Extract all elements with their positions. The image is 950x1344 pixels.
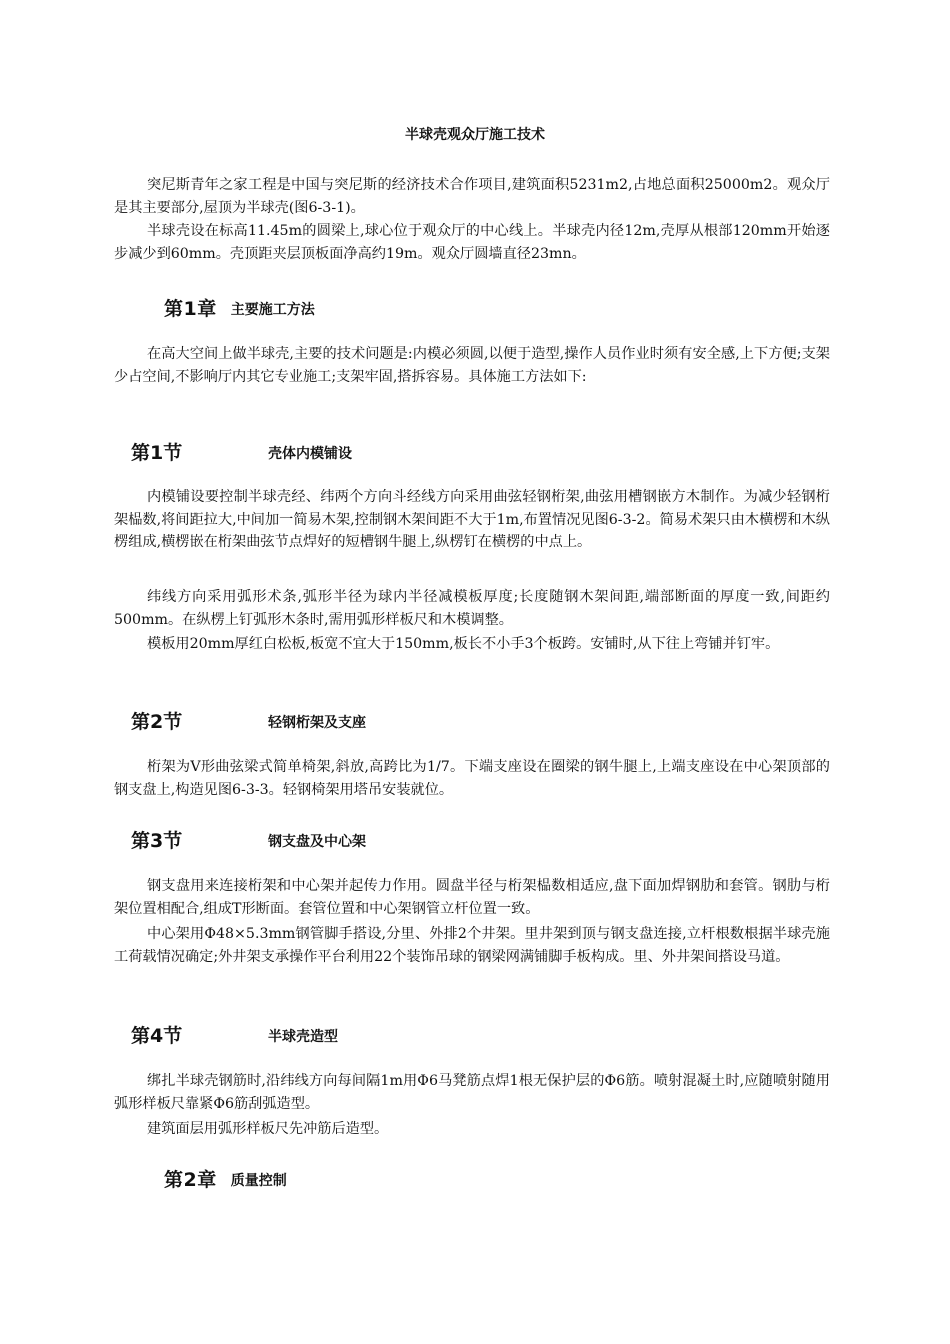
chapter-2-heading [164, 1165, 287, 1192]
section-3-paragraph-2: 中心架用Φ48×5.3mm钢管脚手搭设,分里、外排2个井架。里井架到顶与钢支盘连接,立杆根数根据半球壳施工荷载情况确定;外井架支承操作平台利用22个装饰吊球的钢梁网满铺脚手板构成。里、外井架间搭设马道。 [114, 926, 830, 965]
section-2-title: 轻钢桁架及支座 [268, 715, 366, 731]
section-1-paragraph-3: 模板用20mm厚红白松板,板宽不宜大于150mm,板长不小手3个板跨。安铺时,从下往上弯铺并钉牢。 [147, 636, 780, 652]
section-3-title: 钢支盘及中心架 [268, 834, 366, 850]
section-2-number: 第2节 [131, 711, 183, 733]
section-4-heading [131, 1021, 338, 1048]
section-1-title: 壳体内模铺设 [268, 446, 352, 462]
section-1-number: 第1节 [131, 442, 183, 464]
section-1-paragraph-2: 纬线方向采用弧形术条,弧形半径为球内半径减模板厚度;长度随钢木架间距,端部断面的厚度一致,间距约500mm。在纵楞上钉弧形木条时,需用弧形样板尺和木模调整。 [114, 589, 830, 628]
chapter-1-number: 第1章 [164, 298, 217, 320]
section-3-heading [131, 826, 366, 853]
intro-paragraph-2: 半球壳设在标高11.45m的圆梁上,球心位于观众厅的中心线上。半球壳内径12m,壳厚从根部120mm开始逐步减少到60mm。壳顶距夹层顶板面净高约19m。观众厅圆墙直径23mn。 [114, 223, 830, 262]
section-3-number: 第3节 [131, 830, 183, 852]
intro-paragraph-1: 突尼斯青年之家工程是中国与突尼斯的经济技术合作项目,建筑面积5231m2,占地总面积25000m2。观众厅是其主要部分,屋顶为半球壳(图6-3-1)。 [114, 177, 830, 216]
section-3-paragraph-1: 钢支盘用来连接桁架和中心架并起传力作用。圆盘半径与桁架榀数相适应,盘下面加焊钢肋和套管。钢肋与桁架位置相配合,组成T形断面。套管位置和中心架钢管立杆位置一致。 [114, 878, 830, 917]
section-1-paragraph-1: 内模铺设要控制半球壳经、纬两个方向斗经线方向采用曲弦轻钢桁架,曲弦用槽钢嵌方木制作。为减少轻钢桁架榀数,将间距拉大,中间加一简易木架,控制钢木架间距不大于1m,布置情况见图6-3-2。简易术架只由木横楞和木纵楞组成,横楞嵌在桁架曲弦节点焊好的短槽钢牛腿上,纵楞钉在横楞的中点上。 [114, 489, 830, 550]
chapter-1-heading [164, 294, 315, 321]
section-1-heading [131, 438, 352, 465]
section-4-paragraph-2: 建筑面层用弧形样板尺先冲筋后造型。 [147, 1121, 389, 1137]
chapter-2-title: 质量控制 [230, 1173, 287, 1189]
chapter-1-title: 主要施工方法 [230, 302, 315, 318]
chapter-1-paragraph-1: 在高大空间上做半球壳,主要的技术问题是:内模必须圆,以便于造型,操作人员作业时须有安全感,上下方便;支架少占空间,不影响厅内其它专业施工;支架牢固,搭拆容易。具体施工方法如下: [114, 346, 830, 385]
section-4-paragraph-1: 绑扎半球壳钢筋时,沿纬线方向每间隔1m用Φ6马凳筋点焊1根无保护层的Φ6筋。喷射混凝土时,应随喷射随用弧形样板尺靠紧Φ6筋刮弧造型。 [114, 1073, 830, 1112]
document-title: 半球壳观众厅施工技术 [405, 127, 545, 143]
chapter-2-number: 第2章 [164, 1169, 217, 1191]
section-2-paragraph-1: 桁架为V形曲弦梁式简单椅架,斜放,高跨比为1/7。下端支座设在圈梁的钢牛腿上,上端支座设在中心架顶部的钢支盘上,构造见图6-3-3。轻钢椅架用塔吊安装就位。 [114, 759, 830, 798]
section-2-heading [131, 707, 366, 734]
section-4-title: 半球壳造型 [268, 1029, 338, 1045]
section-4-number: 第4节 [131, 1025, 183, 1047]
